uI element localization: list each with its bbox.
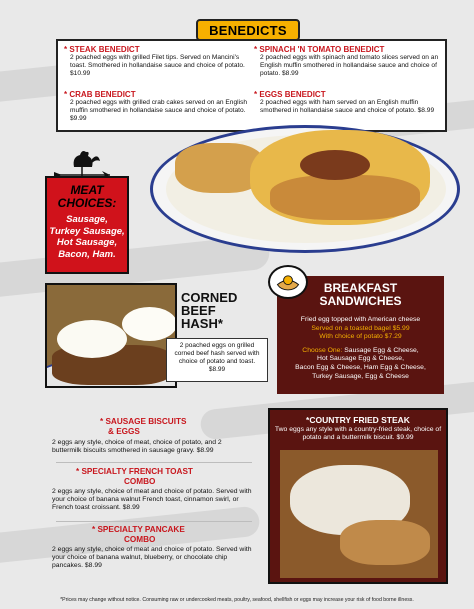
menu-item-specialty-french-toast: * SPECIALTY FRENCH TOAST COMBO 2 eggs any style, choice of meat and choice of potato. Served with your choice of banana walnut French toast, cinnamon swirl, or French toast croissant. $8.99 [52, 467, 252, 512]
item-title: EGGS BENEDICT [259, 90, 326, 99]
bs-title-line2: SANDWICHES [319, 294, 402, 308]
corned-beef-hash-title: CORNED BEEF HASH* [181, 290, 238, 331]
item-desc: 2 poached eggs with grilled Filet tips. Served on Mancini's toast. Smothered in hollandaise sauce and choice of potato. [70, 54, 245, 70]
item-desc: 2 eggs any style, choice of meat, choice of potato, and 2 buttermilk biscuits smothered in sausage gravy. [52, 439, 222, 455]
item-title: CRAB BENEDICT [69, 90, 136, 99]
corned-beef-hash-desc: 2 poached eggs on grilled corned beef hash served with choice of potato and toast. $8.99 [166, 338, 268, 382]
item-desc: 2 poached eggs with spinach and tomato slices served on an English muffin smothered in hollandaise sauce and choice of potato. [260, 54, 439, 78]
menu-item-crab-benedict: * CRAB BENEDICT 2 poached eggs with grilled crab cakes served on an English muffin smothered in hollandaise sauce and choice of potato. $9.99 [64, 90, 248, 123]
country-fried-steak-photo [280, 450, 438, 578]
bs-choice: Hot Sausage Egg & Cheese, [317, 355, 404, 363]
item-price: $10.99 [70, 70, 91, 78]
meat-option: Bacon, Ham. [58, 248, 116, 260]
bs-intro: Fried egg topped with American cheese [300, 316, 421, 323]
benedict-photo-toast [270, 175, 420, 220]
item-title: STEAK BENEDICT [69, 45, 140, 54]
item-price: $8.99 [208, 366, 226, 373]
item-price: $8.99 [282, 70, 299, 78]
menu-item-spinach-tomato-benedict: * SPINACH 'N TOMATO BENEDICT 2 poached eggs with spinach and tomato slices served on an English muffin smothered in hollandaise sauce and choice of potato. $8.99 [254, 45, 439, 78]
menu-item-sausage-biscuits: * SAUSAGE BISCUITS & EGGS 2 eggs any style, choice of meat, choice of potato, and 2 buttermilk biscuits smothered in sausage gravy. $8.99 [52, 417, 222, 455]
disclaimer: *Prices may change without notice. Consuming raw or undercooked meats, poultry, seafood, shellfish or eggs may increase your risk of food borne illness. [60, 597, 414, 603]
benedict-photo-steak [300, 150, 370, 180]
bs-choice: Bacon Egg & Cheese, Ham Egg & Cheese, [295, 363, 426, 371]
meat-option: Hot Sausage, [56, 237, 118, 248]
menu-item-steak-benedict: * STEAK BENEDICT 2 poached eggs with grilled Filet tips. Served on Mancini's toast. Smothered in hollandaise sauce and choice of potato. $10.99 [64, 45, 245, 78]
benedicts-header: BENEDICTS [196, 19, 300, 41]
item-price: $9.99 [396, 434, 414, 442]
item-desc: 2 poached eggs with ham served on an English muffin smothered in hollandaise sauce and choice of potato. [260, 99, 419, 115]
meat-title-line1: MEAT [70, 183, 104, 197]
item-price: $8.99 [196, 447, 214, 455]
meat-option: Turkey Sausage, [49, 225, 125, 237]
item-desc: 2 eggs any style, choice of meat and choice of potato. Served with your choice of banana walnut French toast, cinnamon swirl, or French toast croissant. [52, 488, 252, 512]
item-price: $9.99 [70, 115, 87, 123]
country-fried-steak-desc: Two eggs any style with a country-fried steak, choice of potato and a buttermilk biscuit. $9.99 [274, 426, 442, 442]
divider [56, 521, 252, 522]
benedicts-box [56, 39, 447, 132]
meat-option: Sausage, [66, 214, 108, 225]
bs-choice: Turkey Sausage, Egg & Cheese [312, 372, 409, 380]
bs-title-line1: BREAKFAST [323, 281, 398, 295]
divider [56, 462, 252, 463]
item-desc: 2 eggs any style, choice of meat and choice of potato. Served with your choice of banana walnut, blueberry, or chocolate chip pancakes. [52, 546, 252, 570]
meat-title-line2: CHOICES: [57, 196, 117, 210]
item-title: SPINACH 'N TOMATO BENEDICT [259, 45, 385, 54]
country-fried-steak-title: *COUNTRY FRIED STEAK [306, 415, 410, 425]
meat-choices-box [45, 176, 129, 274]
corned-beef-hash-photo [45, 283, 177, 388]
bs-choice-line: Choose One: Sausage Egg & Cheese, [302, 346, 419, 354]
bs-bagel-line: Served on a toasted bagel $5.99 [311, 324, 410, 332]
menu-item-eggs-benedict: * EGGS BENEDICT 2 poached eggs with ham served on an English muffin smothered in hollandaise sauce and choice of potato. $8.99 [254, 90, 435, 115]
egg-sandwich-icon [268, 265, 308, 299]
item-desc: 2 poached eggs with grilled crab cakes served on an English muffin smothered in hollandaise sauce and choice of potato. [70, 99, 248, 115]
menu-item-specialty-pancake: * SPECIALTY PANCAKE COMBO 2 eggs any style, choice of meat and choice of potato. Served with your choice of banana walnut, blueberry, or chocolate chip pancakes. $8.99 [52, 525, 252, 570]
item-price: $8.99 [84, 562, 102, 570]
bs-potato-line: With choice of potato $7.29 [319, 333, 402, 341]
item-price: $8.99 [417, 107, 435, 115]
item-price: $8.99 [122, 504, 140, 512]
country-fried-steak-box [268, 408, 448, 584]
